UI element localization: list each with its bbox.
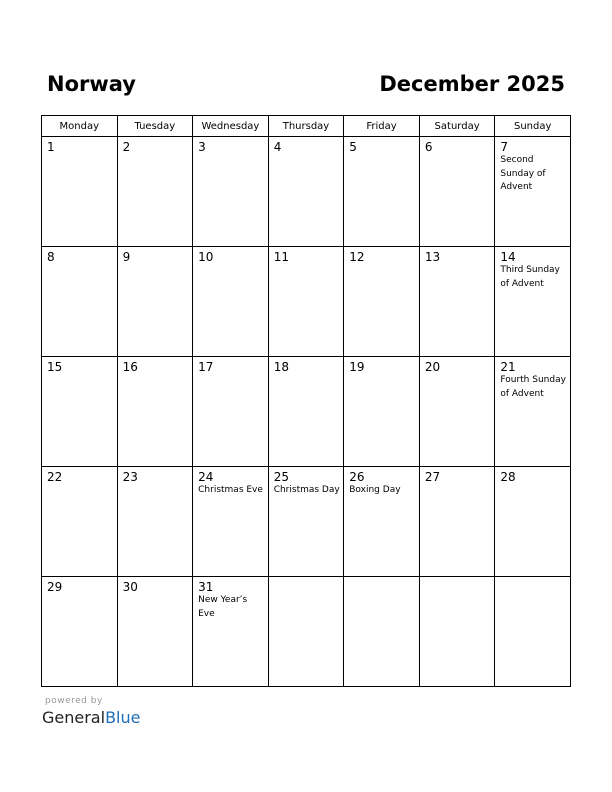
day-cell	[42, 247, 118, 357]
week-row	[42, 467, 571, 577]
day-cell	[344, 137, 420, 247]
day-number: 11	[273, 250, 289, 264]
day-cell	[193, 467, 269, 577]
day-cell	[268, 577, 344, 687]
day-number: 4	[273, 140, 282, 154]
holiday-label: Third Sunday of Advent	[500, 265, 560, 289]
day-cell	[193, 247, 269, 357]
day-cell	[193, 357, 269, 467]
week-row	[42, 357, 571, 467]
day-cell	[193, 577, 269, 687]
day-cell	[268, 467, 344, 577]
day-number: 18	[273, 360, 289, 374]
day-cell	[117, 137, 193, 247]
day-number: 21	[500, 360, 516, 374]
day-cell	[344, 357, 420, 467]
day-number: 31	[198, 580, 214, 594]
day-cell	[495, 577, 571, 687]
day-cell	[419, 577, 495, 687]
day-cell	[495, 137, 571, 247]
day-cell	[42, 137, 118, 247]
day-number: 20	[424, 360, 441, 374]
weekday-header: Tuesday	[117, 116, 193, 137]
day-cell	[495, 357, 571, 467]
holiday-label: Boxing Day	[349, 485, 401, 495]
day-number: 5	[349, 140, 357, 154]
day-number: 19	[349, 360, 365, 374]
calendar-grid	[41, 115, 571, 687]
day-cell	[495, 247, 571, 357]
day-number: 13	[424, 250, 441, 264]
day-number: 30	[122, 580, 138, 594]
day-cell	[117, 577, 193, 687]
day-number: 8	[47, 250, 55, 264]
weekday-header: Friday	[344, 116, 420, 137]
powered-by-text: powered by	[45, 696, 103, 706]
day-number: 15	[47, 360, 63, 374]
day-cell	[42, 357, 118, 467]
day-number: 25	[273, 470, 289, 484]
day-cell	[419, 137, 495, 247]
weekday-header: Thursday	[268, 116, 344, 137]
day-number: 14	[500, 250, 516, 264]
brand-logo[interactable]	[42, 707, 140, 729]
brand-name-general: General	[42, 708, 106, 727]
day-number: 23	[122, 470, 138, 484]
day-number: 2	[122, 140, 131, 154]
day-cell	[344, 247, 420, 357]
country-title: Norway	[47, 72, 136, 96]
weekday-header: Sunday	[495, 116, 571, 137]
day-cell	[193, 137, 269, 247]
week-row	[42, 577, 571, 687]
day-number: 17	[198, 360, 214, 374]
day-number: 16	[122, 360, 138, 374]
day-number: 22	[47, 470, 63, 484]
day-cell	[268, 247, 344, 357]
day-cell	[42, 467, 118, 577]
day-cell	[42, 577, 118, 687]
day-number: 10	[198, 250, 214, 264]
holiday-label: New Year’s Eve	[198, 595, 248, 619]
day-cell	[495, 467, 571, 577]
day-number: 9	[122, 250, 131, 264]
week-row	[42, 137, 571, 247]
day-number: 29	[47, 580, 63, 594]
day-number: 1	[47, 140, 55, 154]
holiday-label: Fourth Sunday of Advent	[500, 375, 566, 399]
weekday-header: Monday	[42, 116, 118, 137]
day-number: 27	[424, 470, 441, 484]
day-cell	[419, 467, 495, 577]
day-cell	[117, 467, 193, 577]
holiday-label: Christmas Day	[273, 485, 340, 495]
day-number: 26	[349, 470, 365, 484]
brand-name-blue: Blue	[105, 708, 141, 727]
day-number: 12	[349, 250, 365, 264]
day-cell	[419, 357, 495, 467]
weekday-header: Wednesday	[193, 116, 269, 137]
day-cell	[117, 247, 193, 357]
day-number: 7	[500, 140, 509, 154]
week-row	[42, 247, 571, 357]
day-number: 6	[424, 140, 433, 154]
day-cell	[268, 137, 344, 247]
weekday-header: Saturday	[419, 116, 495, 137]
month-year-title: December 2025	[379, 72, 565, 96]
day-number: 3	[198, 140, 206, 154]
day-cell	[419, 247, 495, 357]
day-number: 24	[198, 470, 214, 484]
day-cell	[344, 467, 420, 577]
day-cell	[268, 357, 344, 467]
holiday-label: Christmas Eve	[198, 485, 263, 495]
day-cell	[117, 357, 193, 467]
day-number: 28	[500, 470, 516, 484]
weekday-header-row	[42, 116, 571, 137]
day-cell	[344, 577, 420, 687]
holiday-label: Second Sunday of Advent	[500, 155, 546, 192]
